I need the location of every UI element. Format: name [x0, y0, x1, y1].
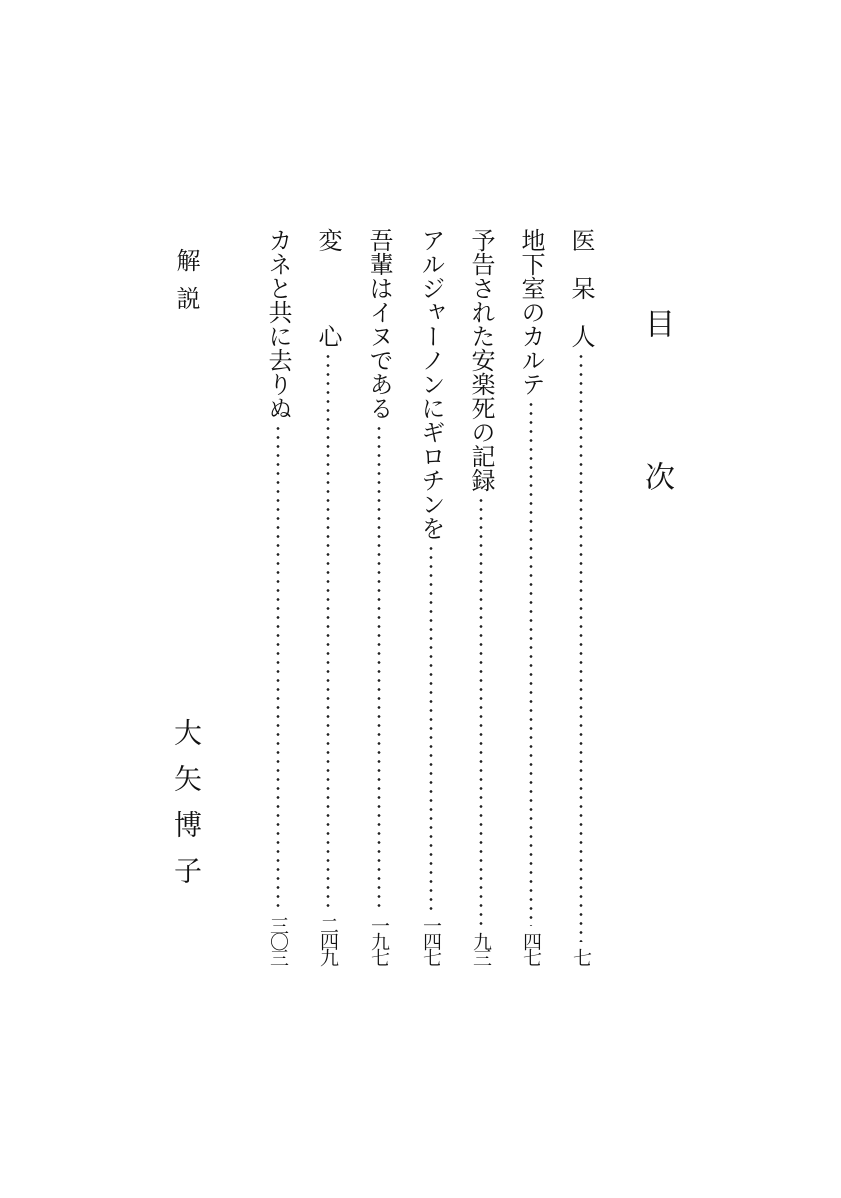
toc-entry-algernon[interactable]: [415, 228, 447, 964]
toc-entry-kane[interactable]: [262, 228, 294, 964]
toc-entry-page-number: 九三: [470, 932, 492, 964]
commentary-author: 大矢博子: [170, 718, 203, 902]
toc-entry-page-number: 一四七: [420, 916, 442, 964]
dot-leader: [479, 496, 483, 926]
toc-entry-page-number: 二四九: [317, 916, 339, 964]
dot-leader: [377, 424, 381, 910]
dot-leader: [529, 400, 533, 926]
toc-entry-page-number: 七: [570, 948, 592, 964]
dot-leader: [429, 544, 433, 910]
toc-entry-title: 地下室のカルテ: [517, 228, 545, 396]
toc-entry-title: 医 呆 人: [567, 228, 595, 348]
toc-entry-commentary[interactable]: [168, 248, 204, 908]
toc-entry-page-number: 四七: [520, 932, 542, 964]
toc-entry-title: カネと共に去りぬ: [264, 228, 292, 420]
toc-entry-title: 変 心: [314, 228, 342, 348]
toc-entry-wagahai[interactable]: [363, 228, 395, 964]
commentary-label: 解説: [172, 248, 200, 324]
dot-leader: [276, 424, 280, 910]
toc-entry-yokoku[interactable]: [465, 228, 497, 964]
toc-entry-title: 予告された安楽死の記録: [467, 228, 495, 492]
toc-entry-chikashitsu[interactable]: [515, 228, 547, 964]
toc-heading: 目 次: [639, 308, 674, 535]
toc-entry-title: アルジャーノンにギロチンを: [417, 228, 445, 540]
toc-entry-page-number: 三〇三: [267, 916, 289, 964]
dot-leader: [326, 352, 330, 910]
toc-entry-ihoujin[interactable]: [565, 228, 597, 964]
toc-entry-page-number: 一九七: [368, 916, 390, 964]
toc-entry-title: 吾輩はイヌである: [365, 228, 393, 420]
toc-entry-henshin[interactable]: [312, 228, 344, 964]
dot-leader: [579, 352, 583, 942]
